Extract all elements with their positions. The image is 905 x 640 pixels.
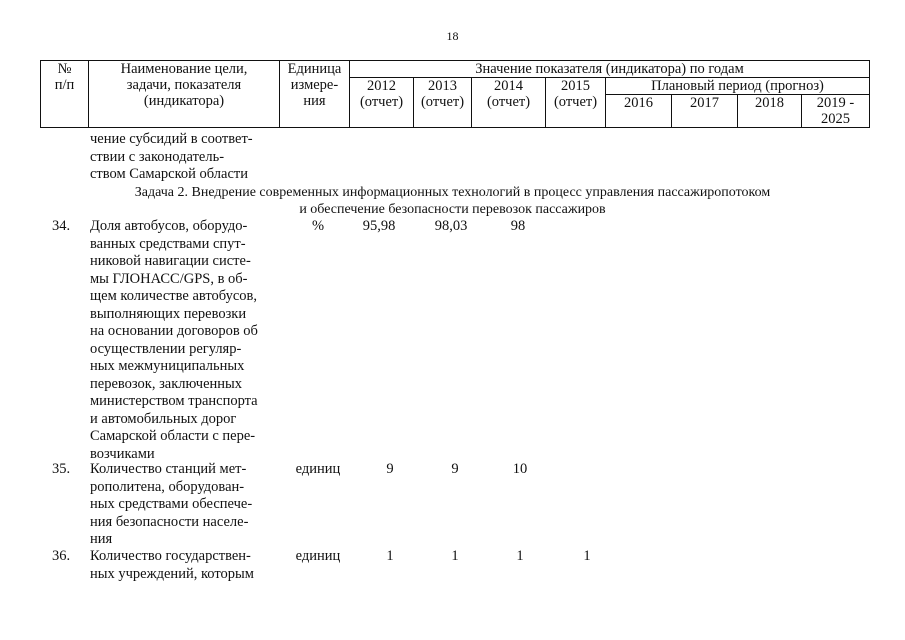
header-num: № п/п bbox=[41, 61, 89, 128]
task-heading-line2: и обеспечение безопасности перевозок пассажиров bbox=[299, 202, 606, 217]
header-plan-2017: 2017 bbox=[672, 95, 738, 128]
header-year-2014: 2014 (отчет) bbox=[472, 78, 546, 128]
row-35-2014: 10 bbox=[512, 461, 528, 477]
row-34-name: Доля автобусов, оборудо- ванных средствами спут- никовой навигации систе- мы ГЛОНАСС/GPS, в об- щем количестве автобусов, выполняющих перевозки на основании договоров об осуществлении регуляр- ных межмуниципальных перевозок, заключенных министерством транспорта и автомобильных дорог Самарской области с пере- возчиками bbox=[90, 218, 258, 462]
row-34-unit: % bbox=[311, 218, 325, 234]
row-35-2013: 9 bbox=[451, 461, 459, 477]
row-36-2013: 1 bbox=[451, 548, 459, 564]
row-34-2014: 98 bbox=[510, 218, 526, 234]
row-36-name: Количество государствен- ных учреждений, которым bbox=[90, 548, 254, 582]
row-34-2012: 95,98 bbox=[362, 218, 396, 234]
header-year-2012: 2012 (отчет) bbox=[350, 78, 414, 128]
header-plan-2018: 2018 bbox=[738, 95, 802, 128]
header-name: Наименование цели, задачи, показателя (индикатора) bbox=[89, 61, 280, 128]
task-heading-line1: Задача 2. Внедрение современных информационных технологий в процесс управления пассажиропотоком bbox=[134, 185, 771, 200]
row-35-unit: единиц bbox=[295, 461, 341, 477]
table-header bbox=[40, 60, 870, 128]
row-35-num: 35. bbox=[52, 461, 71, 477]
header-planned-title: Плановый период (прогноз) bbox=[606, 78, 870, 95]
row-34-2013: 98,03 bbox=[434, 218, 468, 234]
row-35-2012: 9 bbox=[386, 461, 394, 477]
header-unit: Единица измере- ния bbox=[280, 61, 350, 128]
row-36-2014: 1 bbox=[516, 548, 524, 564]
header-plan-2019-2025: 2019 - 2025 bbox=[802, 95, 870, 128]
continuation-text: чение субсидий в соответ- ствии с законодатель- ством Самарской области bbox=[90, 131, 253, 182]
header-year-2015: 2015 (отчет) bbox=[546, 78, 606, 128]
header-plan-2016: 2016 bbox=[606, 95, 672, 128]
page-number: 18 bbox=[446, 29, 459, 43]
header-values-title: Значение показателя (индикатора) по годам bbox=[350, 61, 870, 78]
row-35-name: Количество станций мет- рополитена, оборудован- ных средствами обеспече- ния безопасности населе- ния bbox=[90, 461, 253, 547]
row-36-2012: 1 bbox=[386, 548, 394, 564]
row-36-num: 36. bbox=[52, 548, 71, 564]
row-36-unit: единиц bbox=[295, 548, 341, 564]
header-year-2013: 2013 (отчет) bbox=[414, 78, 472, 128]
row-36-2015: 1 bbox=[583, 548, 591, 564]
row-34-num: 34. bbox=[52, 218, 71, 234]
